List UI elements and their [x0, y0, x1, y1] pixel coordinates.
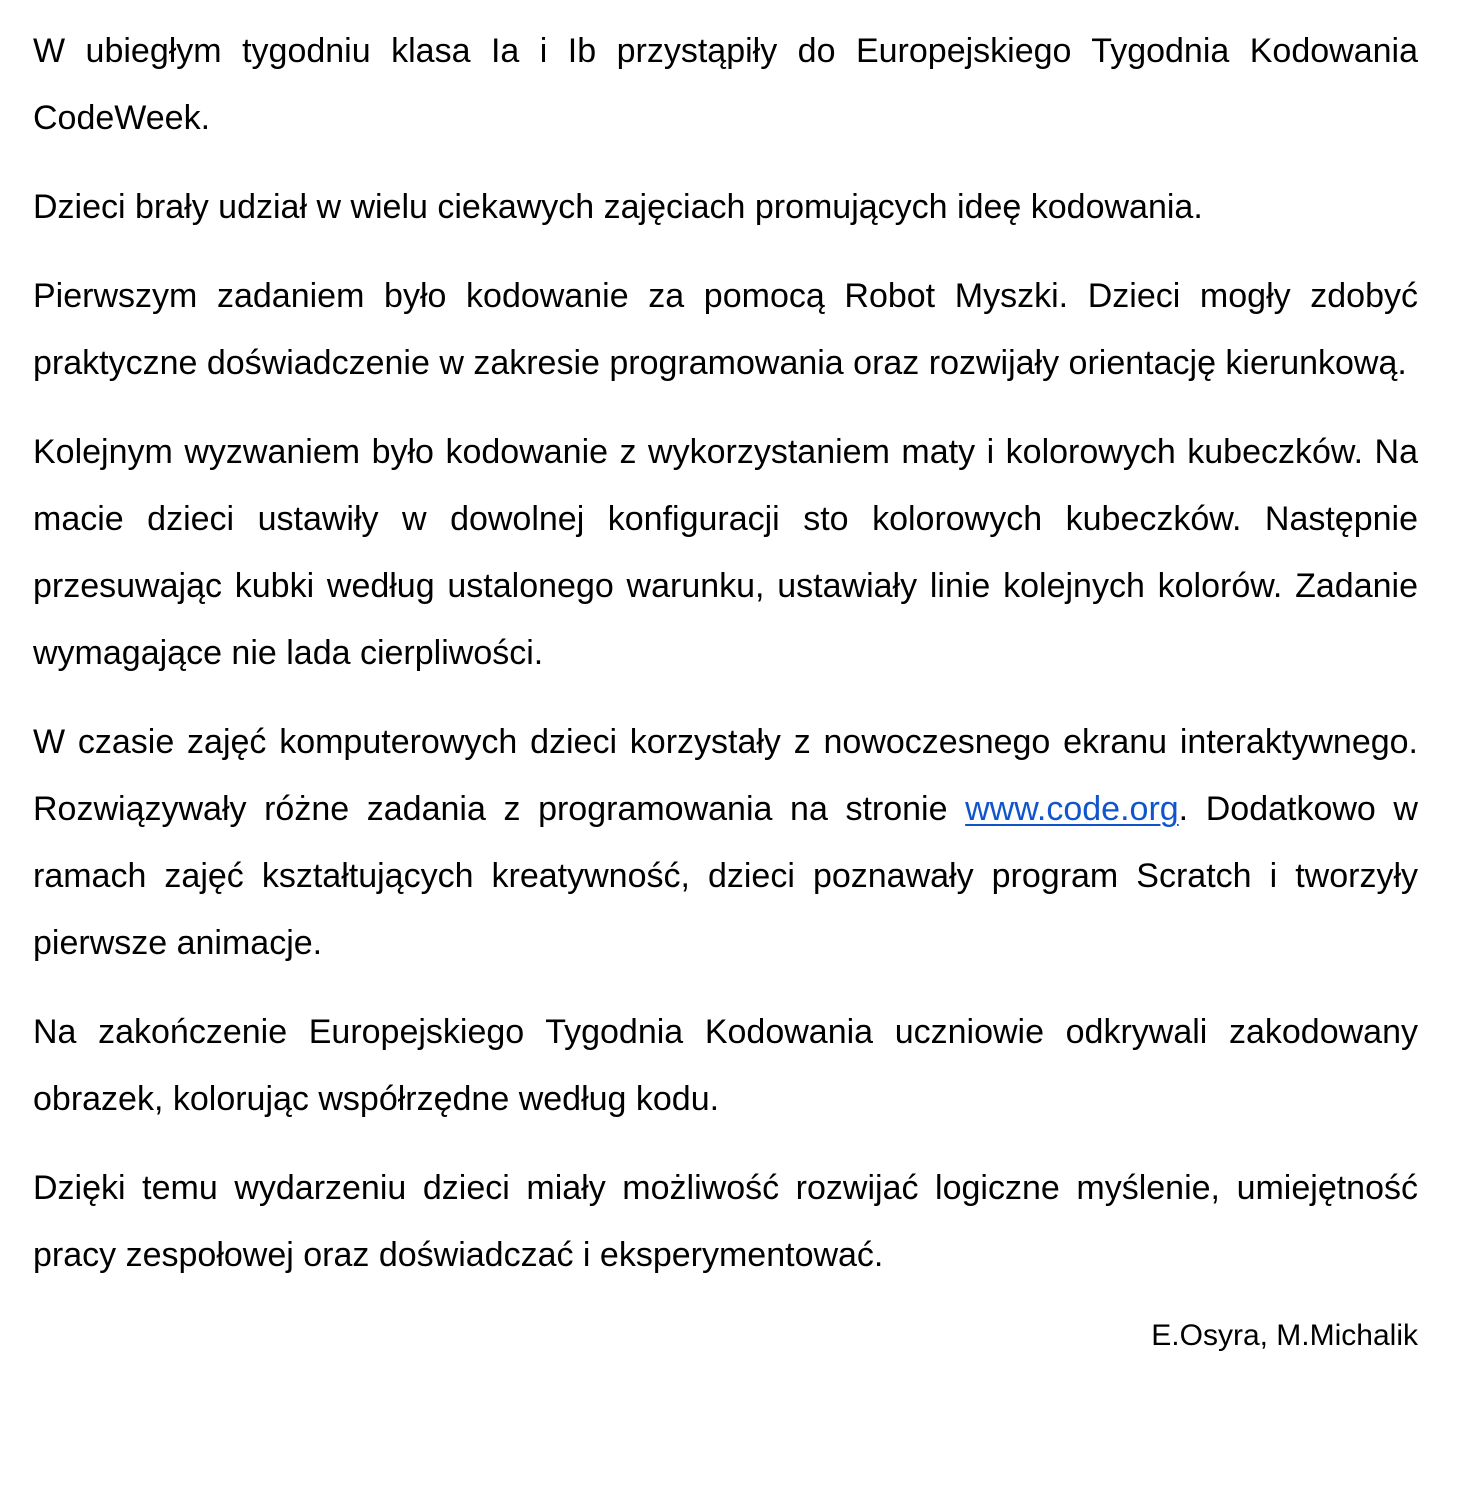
code-org-link[interactable]: www.code.org [965, 790, 1179, 828]
paragraph-computer-lessons-text-before: W czasie zajęć komputerowych dzieci korzystały z nowoczesnego ekranu interaktywnego. Rozwiązywały różne zadania z programowania na stronie [33, 723, 1418, 828]
paragraph-cups-mat: Kolejnym wyzwaniem było kodowanie z wykorzystaniem maty i kolorowych kubeczków. Na macie dzieci ustawiły w dowolnej konfiguracji sto kolorowych kubeczków. Następnie przesuwając kubki według ustalonego warunku, ustawiały linie kolejnych kolorów. Zadanie wymagające nie lada cierpliwości. [33, 433, 1418, 672]
paragraph-intro: W ubiegłym tygodniu klasa Ia i Ib przystąpiły do Europejskiego Tygodnia Kodowania CodeWeek. [33, 32, 1418, 137]
signature: E.Osyra, M.Michalik [1151, 1319, 1418, 1352]
paragraph-ending: Na zakończenie Europejskiego Tygodnia Kodowania uczniowie odkrywali zakodowany obrazek, kolorując współrzędne według kodu. [33, 1013, 1418, 1118]
paragraph-activities: Dzieci brały udział w wielu ciekawych zajęciach promujących ideę kodowania. [33, 188, 1203, 226]
paragraph-computer-lessons [33, 709, 1418, 977]
paragraph-robot-mouse: Pierwszym zadaniem było kodowanie za pomocą Robot Myszki. Dzieci mogły zdobyć praktyczne doświadczenie w zakresie programowania oraz rozwijały orientację kierunkową. [33, 277, 1418, 382]
paragraph-summary: Dzięki temu wydarzeniu dzieci miały możliwość rozwijać logiczne myślenie, umiejętność pracy zespołowej oraz doświadczać i eksperymentować. [33, 1169, 1418, 1274]
paragraph-computer-lessons-text-after: . Dodatkowo w ramach zajęć kształtujących kreatywność, dzieci poznawały program Scratch i tworzyły pierwsze animacje. [33, 790, 1418, 962]
